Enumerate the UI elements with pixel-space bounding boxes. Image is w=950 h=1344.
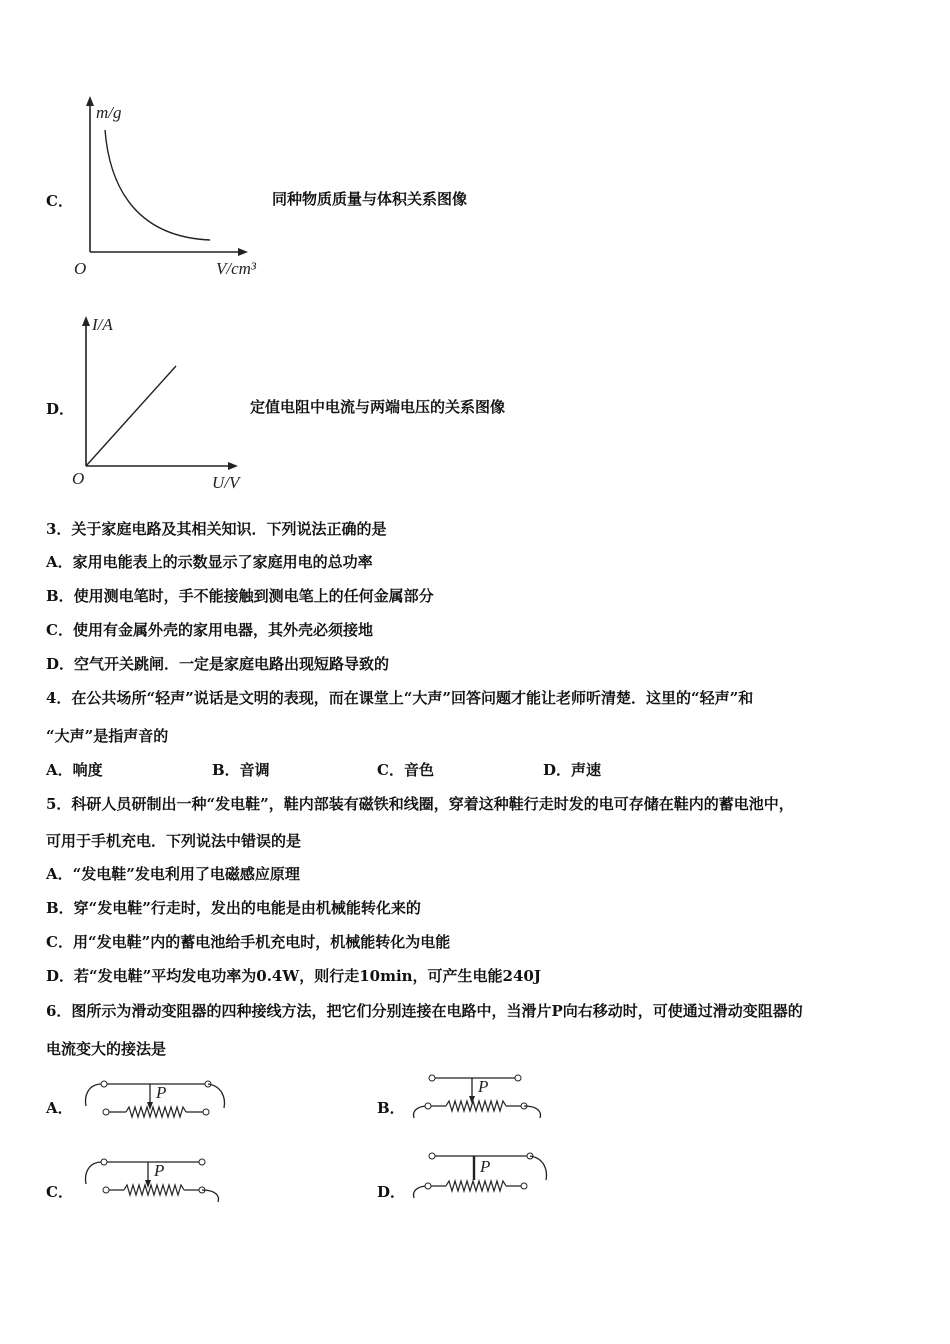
current-voltage-line: [86, 366, 176, 466]
wire-left: [86, 1162, 102, 1184]
rheostat-diagram-a: [82, 1078, 232, 1128]
rheostat-diagram-b: [410, 1072, 560, 1122]
y-axis-arrow: [86, 96, 94, 106]
q5-option-a: A．“发电鞋”发电利用了电磁感应原理: [46, 865, 300, 883]
q3-option-a: A．家用电能表上的示数显示了家庭用电的总功率: [46, 553, 373, 571]
slider-label: P: [478, 1077, 489, 1096]
q3-stem: 3．关于家庭电路及其相关知识．下列说法正确的是: [46, 520, 387, 538]
slider-label: P: [156, 1083, 167, 1102]
x-axis-label: V/cm³: [216, 259, 257, 278]
q4-option-a: A．响度: [46, 761, 103, 779]
option-d-caption: 定值电阻中电流与两端电压的关系图像: [250, 398, 506, 416]
x-axis-arrow: [238, 248, 248, 256]
q4-stem-line1: 4．在公共场所“轻声”说话是文明的表现，而在课堂上“大声”回答问题才能让老师听清楚．这里的“轻声”和: [46, 689, 754, 707]
x-axis-arrow: [228, 462, 238, 470]
mass-volume-curve: [105, 130, 210, 240]
q6-option-d: D．: [377, 1183, 406, 1201]
rheostat-diagram-c: [82, 1156, 232, 1206]
q6-option-b: B．: [377, 1099, 405, 1117]
y-axis-arrow: [82, 316, 90, 326]
slider-label: P: [154, 1161, 165, 1180]
resistor-coil: [446, 1181, 506, 1191]
option-d-label: D．: [46, 400, 75, 418]
resistor-coil: [124, 1185, 184, 1195]
q4-option-d: D．声速: [543, 761, 602, 779]
q5-option-c: C．用“发电鞋”内的蓄电池给手机充电时，机械能转化为电能: [46, 933, 451, 951]
rheostat-diagram-d: [410, 1150, 570, 1200]
q6-option-a: A．: [46, 1099, 73, 1117]
q4-option-b: B．音调: [212, 761, 270, 779]
q3-option-d: D．空气开关跳闸．一定是家庭电路出现短路导致的: [46, 655, 390, 673]
q6-stem-line2: 电流变大的接法是: [46, 1040, 167, 1058]
wire-left: [86, 1084, 102, 1106]
q5-stem-line2: 可用于手机充电．下列说法中错误的是: [46, 832, 302, 850]
q5-option-d: D．若“发电鞋”平均发电功率为0.4W，则行走10min，可产生电能240J: [46, 967, 541, 985]
q5-option-b: B．穿“发电鞋”行走时，发出的电能是由机械能转化来的: [46, 899, 421, 917]
origin-label: O: [72, 469, 85, 488]
q6-stem-line1: 6．图所示为滑动变阻器的四种接线方法，把它们分别连接在电路中，当滑片P向右移动时，可使通过滑动变阻器的: [46, 1002, 803, 1020]
option-c-caption: 同种物质质量与体积关系图像: [272, 190, 468, 208]
slider-label: P: [480, 1157, 491, 1176]
q5-stem-line1: 5．科研人员研制出一种“发电鞋”，鞋内部装有磁铁和线圈，穿着这种鞋行走时发的电可存储在鞋内的蓄电池中，: [46, 795, 794, 813]
q6-option-c: C．: [46, 1183, 73, 1201]
y-axis-label: m/g: [96, 103, 122, 122]
y-axis-label: I/A: [92, 315, 113, 334]
q3-option-c: C．使用有金属外壳的家用电器，其外壳必须接地: [46, 621, 373, 639]
q4-option-c: C．音色: [377, 761, 434, 779]
x-axis-label: U/V: [212, 473, 240, 492]
q4-stem-line2: “大声”是指声音的: [46, 727, 169, 745]
option-c-label: C．: [46, 192, 73, 210]
wire-right: [208, 1084, 224, 1108]
mass-volume-graph: [70, 92, 290, 282]
resistor-coil: [126, 1107, 186, 1117]
q3-option-b: B．使用测电笔时，手不能接触到测电笔上的任何金属部分: [46, 587, 434, 605]
resistor-coil: [446, 1101, 506, 1111]
origin-label: O: [74, 259, 87, 278]
wire-right: [530, 1156, 546, 1180]
